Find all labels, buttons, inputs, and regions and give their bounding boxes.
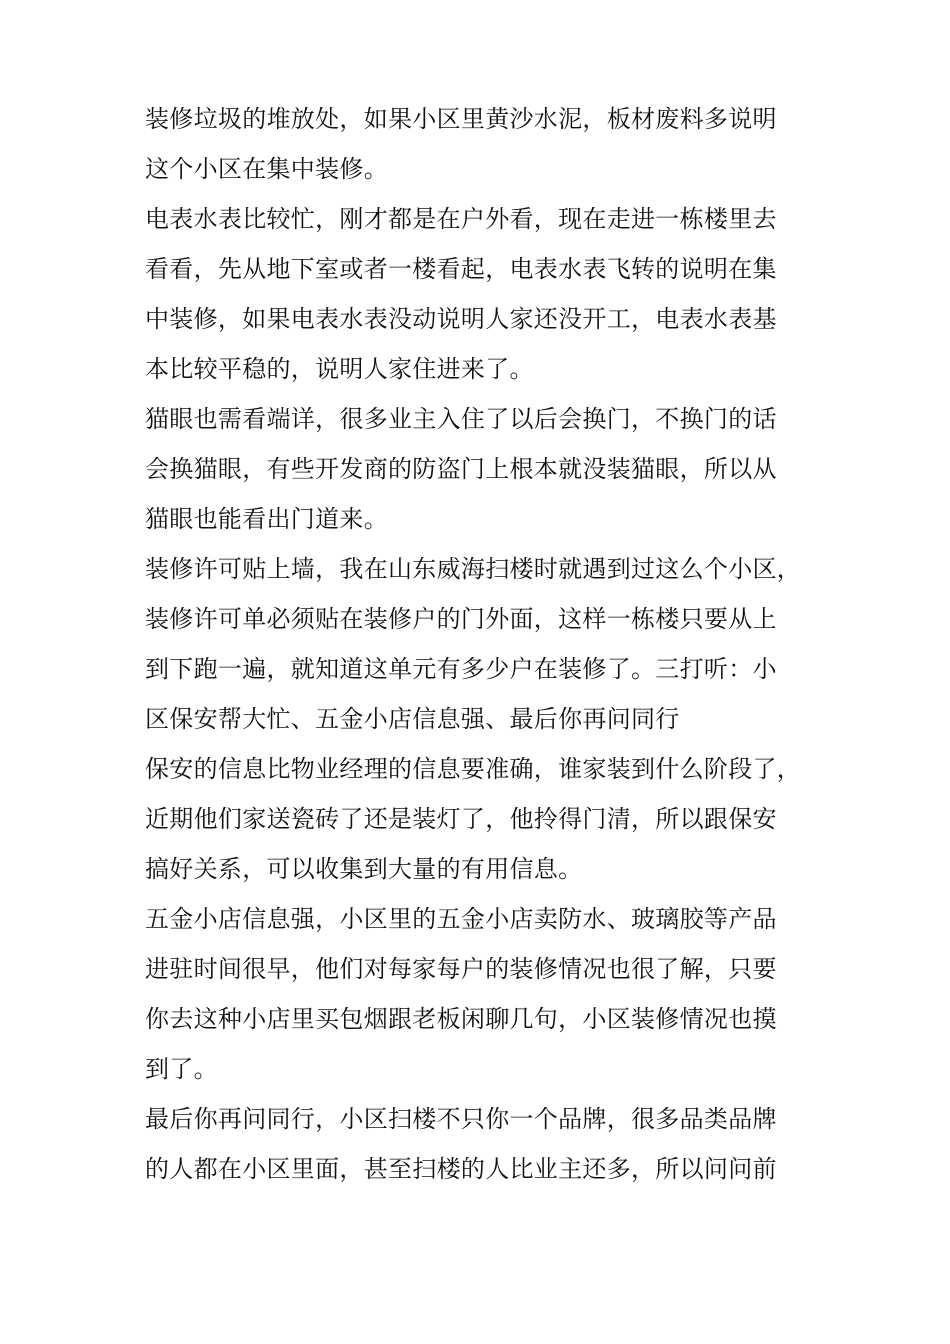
text-line: 看看，先从地下室或者一楼看起，电表水表飞转的说明在集 xyxy=(145,255,777,283)
text-line: 进驻时间很早，他们对每家每户的装修情况也很了解，只要 xyxy=(145,955,777,983)
text-line: 装修许可单必须贴在装修户的门外面，这样一栋楼只要从上 xyxy=(145,605,777,633)
document-body xyxy=(145,94,845,1194)
text-line: 保安的信息比物业经理的信息要准确，谁家装到什么阶段了， xyxy=(145,755,802,783)
text-line: 猫眼也需看端详，很多业主入住了以后会换门，不换门的话 xyxy=(145,405,777,433)
text-line: 最后你再问同行，小区扫楼不只你一个品牌，很多品类品牌 xyxy=(145,1105,777,1133)
text-line: 搞好关系，可以收集到大量的有用信息。 xyxy=(145,855,583,883)
text-line: 这个小区在集中装修。 xyxy=(145,155,388,183)
text-line: 的人都在小区里面，甚至扫楼的人比业主还多，所以问问前 xyxy=(145,1155,777,1183)
text-line: 中装修，如果电表水表没动说明人家还没开工，电表水表基 xyxy=(145,305,777,333)
text-line: 会换猫眼，有些开发商的防盗门上根本就没装猫眼，所以从 xyxy=(145,455,777,483)
text-line: 本比较平稳的，说明人家住进来了。 xyxy=(145,355,534,383)
text-line: 到下跑一遍，就知道这单元有多少户在装修了。三打听：小 xyxy=(145,655,777,683)
text-line: 近期他们家送瓷砖了还是装灯了，他拎得门清，所以跟保安 xyxy=(145,805,777,833)
text-line: 电表水表比较忙，刚才都是在户外看，现在走进一栋楼里去 xyxy=(145,205,777,233)
text-line: 猫眼也能看出门道来。 xyxy=(145,505,388,533)
text-line: 装修垃圾的堆放处，如果小区里黄沙水泥，板材废料多说明 xyxy=(145,105,777,133)
text-line: 区保安帮大忙、五金小店信息强、最后你再问同行 xyxy=(145,705,680,733)
text-line: 装修许可贴上墙，我在山东威海扫楼时就遇到过这么个小区， xyxy=(145,555,802,583)
text-line: 到了。 xyxy=(145,1055,218,1083)
text-line: 五金小店信息强，小区里的五金小店卖防水、玻璃胶等产品 xyxy=(145,905,777,933)
text-line: 你去这种小店里买包烟跟老板闲聊几句，小区装修情况也摸 xyxy=(145,1005,777,1033)
